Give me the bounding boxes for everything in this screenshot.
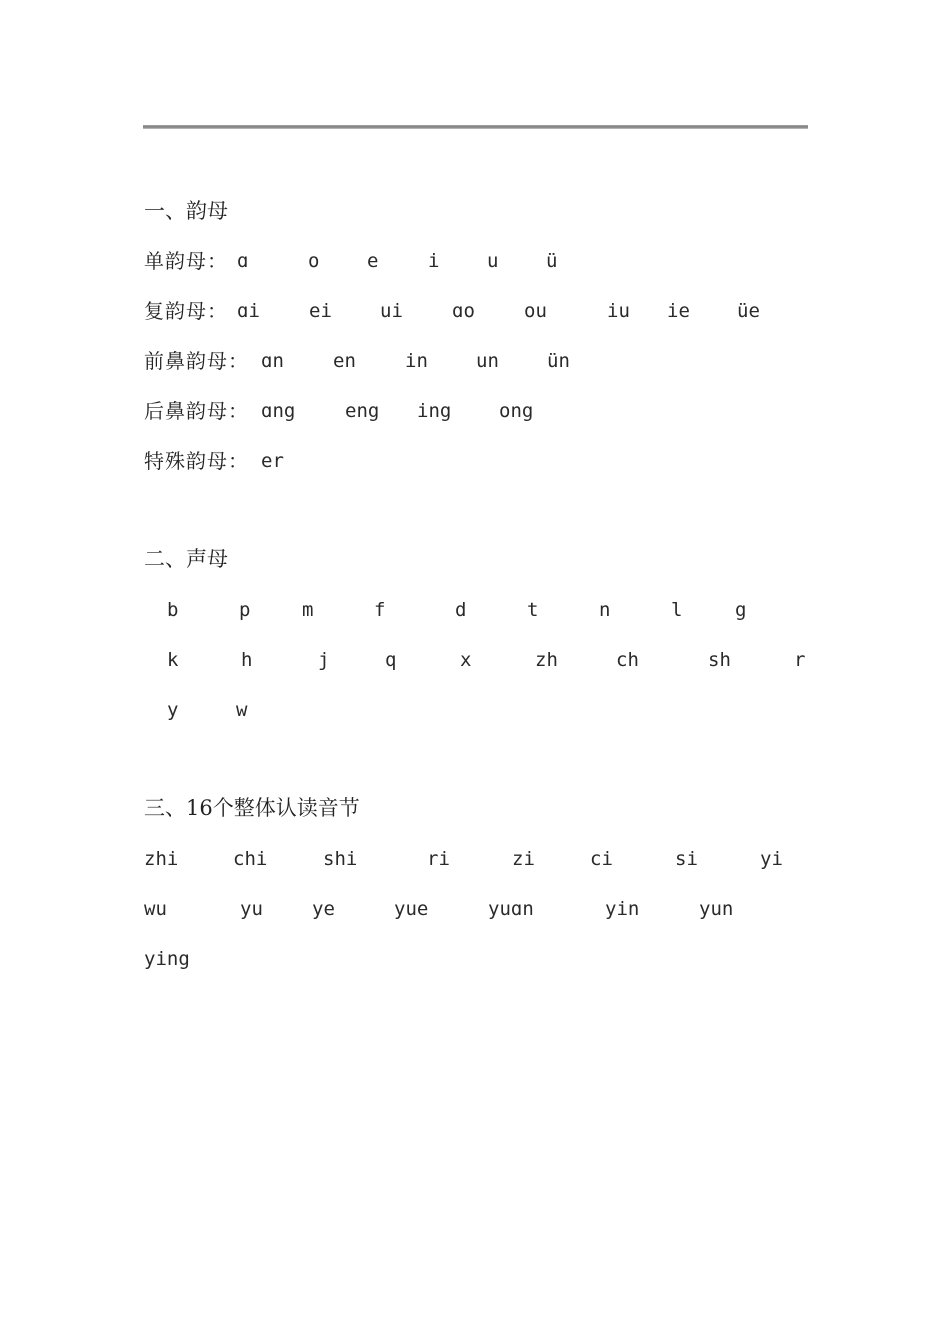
pinyin-item: ɑn — [261, 350, 284, 372]
pinyin-item: yi — [760, 848, 783, 870]
pinyin-item: yin — [605, 898, 640, 920]
pinyin-item: ch — [616, 649, 639, 671]
pinyin-item: yue — [394, 898, 429, 920]
pinyin-item: l — [671, 599, 683, 621]
section-heading-finals: 一、韵母 — [144, 199, 228, 223]
pinyin-item: t — [527, 599, 539, 621]
pinyin-item: o — [308, 250, 320, 272]
pinyin-item: e — [367, 250, 379, 272]
pinyin-item: un — [476, 350, 499, 372]
compound-finals-label: 复韵母： — [144, 299, 228, 323]
pinyin-item: zhi — [144, 848, 179, 870]
pinyin-item: ɑ — [237, 250, 249, 272]
top-horizontal-rule — [143, 125, 808, 129]
pinyin-item: eng — [345, 400, 380, 422]
pinyin-item: ci — [590, 848, 613, 870]
pinyin-item: h — [241, 649, 253, 671]
pinyin-item: q — [385, 649, 397, 671]
back-nasal-finals-label: 后鼻韵母： — [144, 399, 249, 423]
pinyin-item: b — [167, 599, 179, 621]
pinyin-item: yu — [240, 898, 263, 920]
pinyin-item: yun — [699, 898, 734, 920]
pinyin-item: ɑi — [237, 300, 260, 322]
pinyin-item: in — [405, 350, 428, 372]
special-finals-label: 特殊韵母： — [144, 449, 249, 473]
pinyin-item: ying — [144, 948, 190, 970]
pinyin-item: f — [374, 599, 386, 621]
pinyin-item: ui — [380, 300, 403, 322]
pinyin-item: i — [428, 250, 440, 272]
pinyin-item: w — [236, 699, 248, 721]
pinyin-item: ei — [309, 300, 332, 322]
pinyin-item: ou — [524, 300, 547, 322]
pinyin-item: iu — [607, 300, 630, 322]
pinyin-item: u — [487, 250, 499, 272]
pinyin-item: ü — [546, 250, 558, 272]
pinyin-item: j — [318, 649, 330, 671]
section-heading-syllables: 三、16个整体认读音节 — [144, 796, 360, 820]
pinyin-item: zh — [535, 649, 558, 671]
pinyin-item: ye — [312, 898, 335, 920]
pinyin-item: ün — [547, 350, 570, 372]
front-nasal-finals-label: 前鼻韵母： — [144, 349, 249, 373]
pinyin-item: ing — [417, 400, 452, 422]
pinyin-item: ɑng — [261, 400, 296, 422]
pinyin-item: r — [794, 649, 806, 671]
pinyin-item: p — [239, 599, 251, 621]
pinyin-item: g — [735, 599, 747, 621]
pinyin-item: zi — [512, 848, 535, 870]
pinyin-item: yuɑn — [488, 898, 534, 920]
pinyin-item: en — [333, 350, 356, 372]
pinyin-item: k — [167, 649, 179, 671]
section-heading-initials: 二、声母 — [144, 547, 228, 571]
pinyin-item: y — [167, 699, 179, 721]
pinyin-item: ɑo — [452, 300, 475, 322]
pinyin-item: shi — [323, 848, 358, 870]
pinyin-item: er — [261, 450, 284, 472]
pinyin-item: chi — [233, 848, 268, 870]
pinyin-item: n — [599, 599, 611, 621]
simple-finals-label: 单韵母： — [144, 249, 228, 273]
pinyin-item: si — [675, 848, 698, 870]
pinyin-item: x — [460, 649, 472, 671]
pinyin-item: ri — [427, 848, 450, 870]
pinyin-item: ie — [667, 300, 690, 322]
pinyin-item: ong — [499, 400, 534, 422]
pinyin-item: üe — [737, 300, 760, 322]
pinyin-item: d — [455, 599, 467, 621]
pinyin-item: m — [302, 599, 314, 621]
pinyin-item: sh — [708, 649, 731, 671]
pinyin-item: wu — [144, 898, 167, 920]
